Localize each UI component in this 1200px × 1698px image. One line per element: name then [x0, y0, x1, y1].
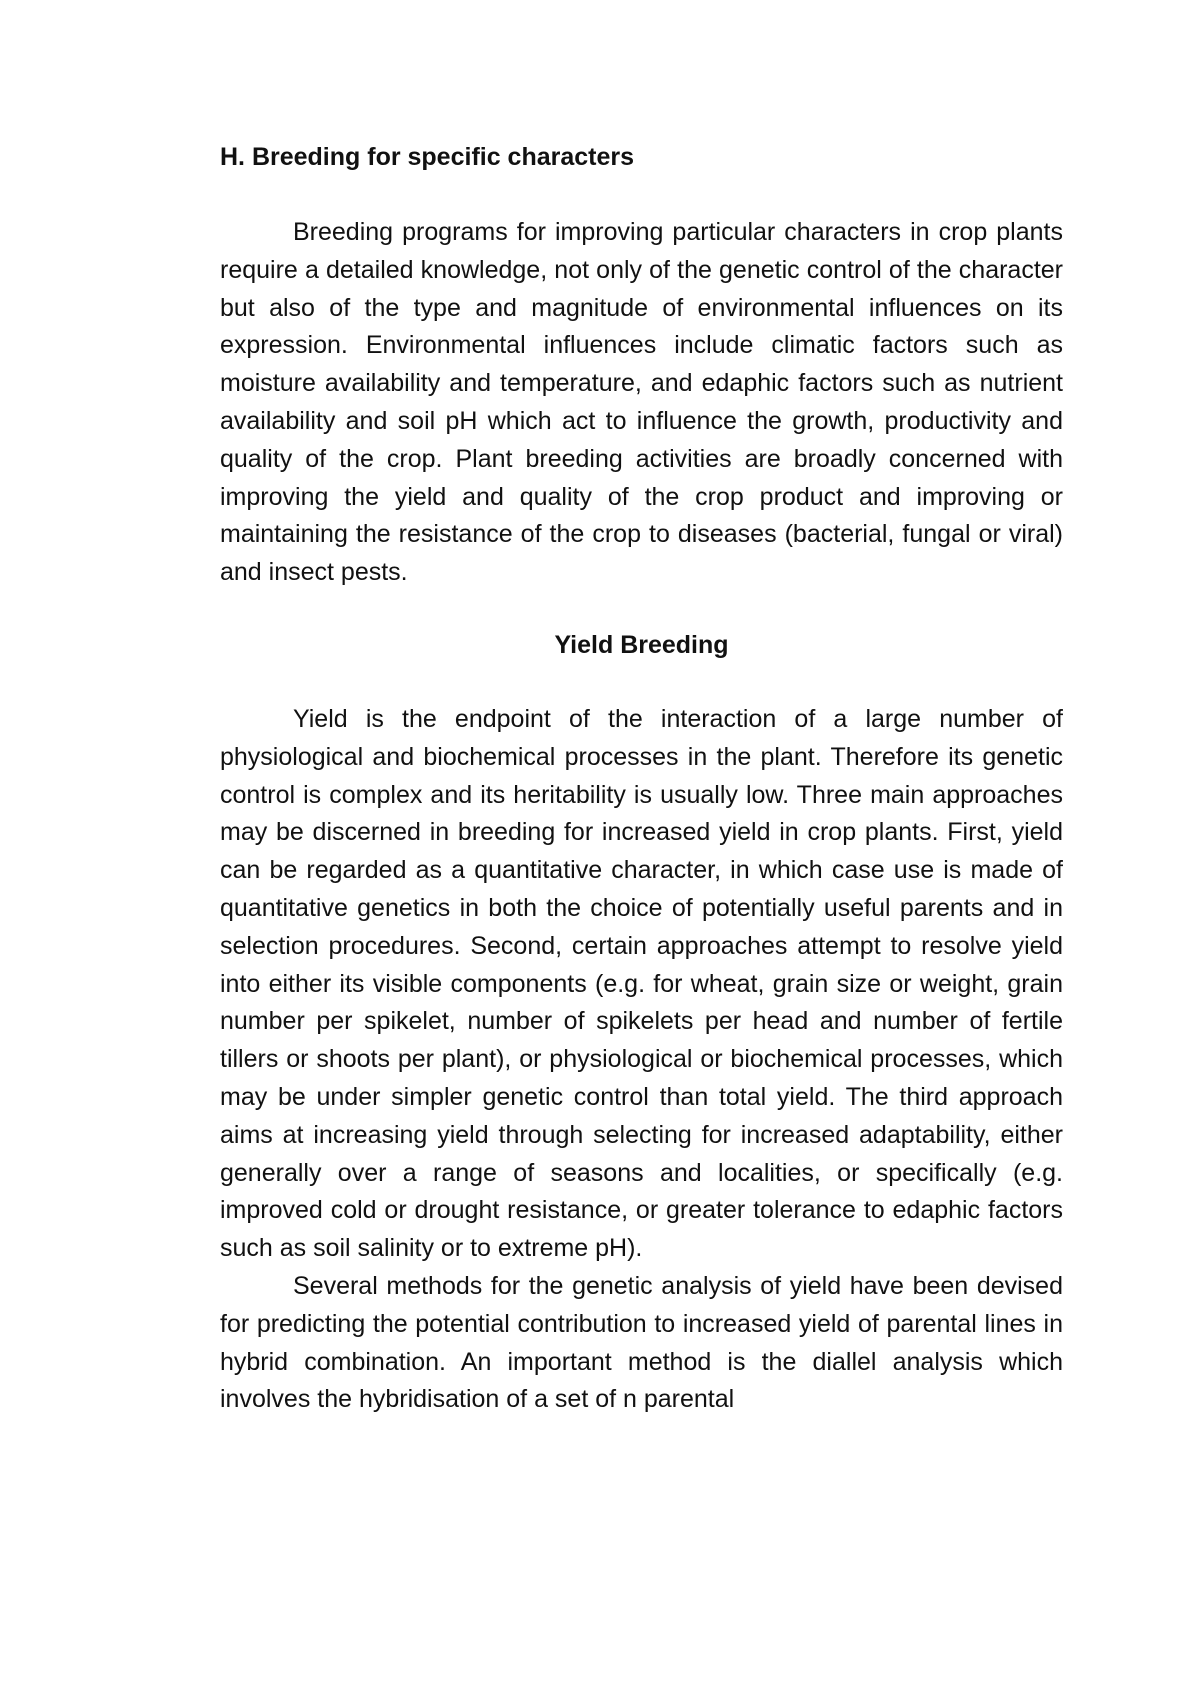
yield-paragraph-2: Several methods for the genetic analysis of yield have been devised for predicting the potential contribution to increased yield of parental lines in hybrid combination. An important method is the diallel analysis which involves the hybridisation of a set of n parental: [220, 1271, 1063, 1414]
subsection-heading: Yield Breeding: [554, 630, 729, 659]
intro-paragraph: Breeding programs for improving particular characters in crop plants require a detailed knowledge, not only of the genetic control of the character but also of the type and magnitude of environmental influences on its expression. Environmental influences include climatic factors such as moisture availability and temperature, and edaphic factors such as nutrient availability and soil pH which act to influence the growth, productivity and quality of the crop. Plant breeding activities are broadly concerned with improving the yield and quality of the crop product and improving or maintaining the resistance of the crop to diseases (bacterial, fungal or viral) and insect pests.: [220, 218, 1063, 587]
yield-paragraph-1: Yield is the endpoint of the interaction of a large number of physiological and biochemical processes in the plant. Therefore its genetic control is complex and its heritability is usually low. Three main approaches may be discerned in breeding for increased yield in crop plants. First, yield can be regarded as a quantitative character, in which case use is made of quantitative genetics in both the choice of potentially useful parents and in selection procedures. Second, certain approaches attempt to resolve yield into either its visible components (e.g. for wheat, grain size or weight, grain number per spikelet, number of spikelets per head and number of fertile tillers or shoots per plant), or physiological or biochemical processes, which may be under simpler genetic control than total yield. The third approach aims at increasing yield through selecting for increased adaptability, either generally over a range of seasons and localities, or specifically (e.g. improved cold or drought resistance, or greater tolerance to edaphic factors such as soil salinity or to extreme pH).: [220, 704, 1063, 1263]
section-heading: H. Breeding for specific characters: [220, 143, 635, 171]
document-body: [220, 140, 1063, 1419]
